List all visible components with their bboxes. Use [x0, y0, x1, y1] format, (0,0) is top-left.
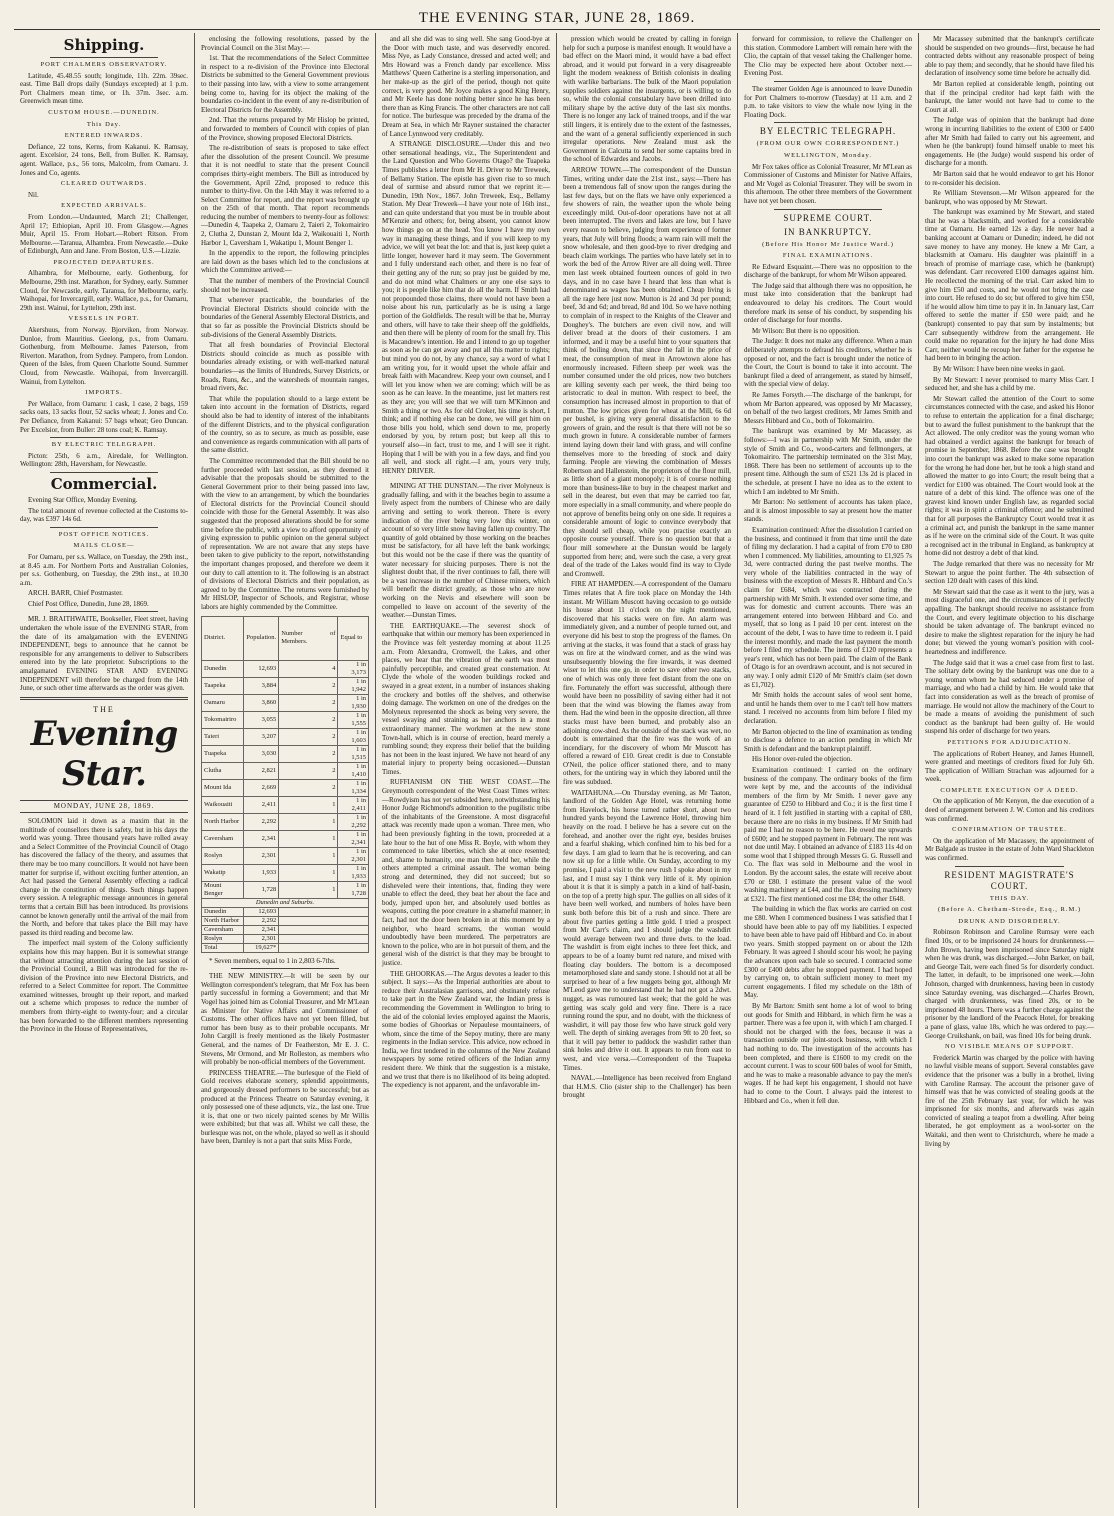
leader-paragraph-1: SOLOMON laid it down as a maxim that in the multitude of counsellors there is safety, but in his days the world was young. Three thousand years have rolled away and a Select Committee of the Provincial Council of Otago has discovered the fallacy of the theory, and assumes that there may be too many councillors. It would not have been matter for surprise if, without exciting further attention, an Act had passed the General Assembly effecting a radical change in the constitution of things. Such things happen every session. A telegraphic message announces in general terms that a certain Bill has been introduced. Its provisions cannot be known generally until the arrival of the mail from the North, and before that takes place the Bill may have passed its third reading and become law.: [20, 817, 188, 937]
table-cell: Roslyn: [202, 934, 244, 943]
vagrant-heading: NO VISIBLE MEANS OF SUPPORT.: [944, 1043, 1075, 1051]
entered-inwards-heading: ENTERED INWARDS.: [64, 132, 144, 140]
article-paragraph: On the application of Mr Macassey, the appointment of Mr Balgade as trustee in the estate of John Ward Shackleton was confirmed.: [925, 836, 1094, 863]
table-cell: 1 in 1,933: [338, 864, 369, 881]
observatory-body: Latitude, 45.48.55 south; longitude, 11h. 22m. 39sec. east. Time Ball drops daily (Sundays excepted) at 1 p.m. Port Chalmers mean time, or 1h. 37m. 3sec. a.m. Greenwich mean time.: [20, 71, 188, 106]
table-cell: 4: [279, 660, 338, 677]
article-paragraph: pression which would be created by calling in foreign help for such a purpose is manifest enough. It would have a bad effect on the Maori mind, it would have a bad effect abroad, and it would put forward in a very disagreeable light the modern weakness of British colonists in dealing with warlike barbarians. The bulk of the Maori population supplies soldiers against the insurgents, or is willing to do so, while the colonial constabulary have been drilled into military shape by the active duty of the last six months. There is no longer any lack of trained troops, and if the war still lingers, it is entirely due to the extent of the fastnesses, and the want of a general sufficiently experienced in such irregular operations. New Zealand must ask the Government in Calcutta to send her some captains bred in the school of Edwardes and Jacobs.: [563, 35, 731, 164]
column-5: [738, 33, 919, 1508]
article-paragraph: On the application of Mr Kenyon, the due execution of a deed of arrangement between J. W. Cotton and his creditors was confirmed.: [925, 797, 1094, 823]
districts-table-body: [202, 660, 369, 952]
article-paragraph: Mr Barton objected to the line of examination as tending to disclose a defence to an action pending in which Mr Smith is defendant and the bankrupt plaintiff.: [744, 727, 912, 753]
table-cell: 2,821: [244, 762, 279, 779]
table-cell: North Harbor: [202, 813, 244, 830]
article-paragraph: The Judge said that although there was no opposition, he must take into consideration that the bankrupt had endeavoured to delay his creditors. The Court would therefore mark its sense of his conduct, by suspending his order of discharge for four months.: [744, 281, 912, 325]
electric-heading: BY ELECTRIC TELEGRAPH.: [51, 441, 157, 449]
post-sign-2: Chief Post Office, Dunedin, June 28, 1869.: [28, 599, 149, 608]
divider: [50, 437, 158, 438]
table-header: Equal to: [338, 616, 369, 660]
article-paragraph: That all fresh boundaries of Provincial Electoral Districts should coincide as much as possible with boundaries already existing, or with well-marked natural boundaries—as the limits of Hundreds, Survey Districts, or Roads, Runs, &c., and the watersheds of mountain ranges, broad rivers, &c.: [201, 341, 369, 393]
table-cell: 1 in 1,728: [338, 881, 369, 898]
bankruptcy-heading: IN BANKRUPTCY.: [784, 226, 872, 237]
table-cell: 2: [279, 728, 338, 745]
electric-body: Picton: 25th, 6 a.m., Airedale, for Wellington. Wellington: 28th, Haversham, for Newcastle.: [20, 451, 188, 469]
article-paragraph: The Judge said that it was a cruel case from first to last. The solitary debt owing by the bankrupt was one due to a young woman whom he had seduced under a promise of marriage, and who had a child by him. He would take that fact into consideration as well as the breach of promise of marriage. He would not allow the machinery of the Court to be made a means of avoiding the punishment of such conduct as the bankrupt had been guilty of. He would suspend his order of discharge for two years.: [925, 658, 1094, 736]
article-paragraph: Frederick Martin was charged by the police with having no lawful visible means of support. Several constables gave evidence that the prisoner was a bully in a brothel, living with Caroline Ramsay. The account the prisoner gave of himself was that he was convicted of stealing goods at the fire of the 25th February last year, for which he was imprisoned for six months, and afterwards was again convicted of stealing a teapot from a dwelling. After being liberated, he got employment as a wool-sorter on the Waitaki, and then went to Christchurch, where he made a living by: [925, 1053, 1094, 1148]
article-paragraph: The re-distribution of seats is proposed to take effect after the dissolution of the present Council. We presume that it is not needful to state that the present Council comprises thirty-eight members. The Bill as introduced by the Government, April 22nd, proposed to reduce this number to thirty-five. On the 14th May it was referred to a Select Committee for report, and the report was brought up on the 25th of that month. That report recommends reducing the number of members to twenty-four as follows:—Dunedin 4, Taapeka 2, Oamaru 2, Taieri 2, Tokomairiro 2, Clutha 2, Dunstan 2, Mount Ida 2, Waikouaiti 1, North Harbor 1, Caversham 1, Wakatipu 1, Mount Benger 1.: [201, 144, 369, 247]
imports-heading: IMPORTS.: [85, 389, 123, 397]
table-cell: Caversham: [202, 925, 244, 934]
article-paragraph: The bankrupt was examined by Mr Stewart, and stated that he was a blacksmith, and worked for a considerable time at Oamaru. He earned 12s a day. He never had a banking account at Oamaru or Dunedin; indeed, he did not save money to have any money. He knew a Mr Carr, a blacksmith at Oamaru. His daughter was plaintiff in a breach of promise of marriage case, which he (bankrupt) was defendant. Carr recovered £100 damages against him. He recollected the morning of the trial. Carr asked him to give him £50 and costs, and he would not bring the case into court. He refused to do so; but offered to give him £50, if he would allow him time to pay it in. In January last, Carr offered to settle the matter if £50 were paid; and he (bankrupt) consented to pay that sum by instalments; but Carr subsequently withdrew from the arrangement. He could make no reparation for the injury he had done Miss Carr, neither would he recoup her father for the expense he had been to in bringing the action.: [925, 208, 1094, 363]
table-cell: 2,301: [244, 847, 279, 864]
projected-body: Alhambra, for Melbourne, early. Gothenburg, for Melbourne, 29th inst. Marathon, for Sydney, early. Summer Cloud, for Newcastle, early. Taranua, for Melbourne, early. Waihopai, for Invercargill, early. Wallace, p.s., for Oamaru, 29th inst. Wainui, for Lyttelton, 29th inst.: [20, 269, 188, 312]
divider: [774, 81, 882, 82]
article-paragraph: MINING AT THE DUNSTAN.—The river Molyneux is gradually falling, and with it the beaches begin to assume a lively aspect from the numbers of Chinese who are daily arriving and setting to work thereon. There is every indication of the river being very low this winter, on account of so very little snow having fallen up country. The quantity of gold obtained by those working on the beaches must be satisfactory, for all have left the bank workings; but this would not be the case if there was the quantity of water necessary for sluicing purposes. There is not the slightest doubt that, if the river continues to fall, there will be a vast increase in the number of Chinese miners, which will benefit the district greatly, as those who are now working on the Nevis and elsewhere will soon be compelled to leave on account of the severity of the weather.—Dunstan Times.: [382, 482, 550, 620]
article-paragraph: Mr Wilson: But there is no opposition.: [752, 326, 860, 335]
table-cell: 1,728: [244, 881, 279, 898]
article-paragraph: Re Edward Esquaint.—There was no opposition to the discharge of the bankrupt, for whom Mr Wilson appeared.: [744, 262, 912, 280]
article-paragraph: By Mr Stewart: I never promised to marry Miss Carr. I seduced her, and she has a child by me.: [925, 375, 1094, 393]
table-row: [202, 847, 369, 864]
projected-departures-heading: PROJECTED DEPARTURES.: [53, 258, 155, 266]
table-cell: 1,933: [244, 864, 279, 881]
article-paragraph: The applications of Robert Heaney, and James Hunnell, were granted and meetings of creditors fixed for July 6th. The application of William Strachan was adjourned for a week.: [925, 749, 1094, 784]
table-cell: 12,693: [244, 907, 279, 916]
table-cell: 3,884: [244, 677, 279, 694]
this-day: This Day.: [86, 120, 122, 128]
table-cell: 1 in 2,411: [338, 796, 369, 813]
table-header: District.: [202, 616, 244, 660]
total-value: 19,627*: [244, 943, 279, 952]
table-cell: Dunedin: [202, 660, 244, 677]
table-cell: 2,292: [244, 916, 279, 925]
table-cell: 2,669: [244, 779, 279, 796]
column-6: [919, 33, 1100, 1508]
expected-arrivals-heading: EXPECTED ARRIVALS.: [61, 202, 147, 210]
leader-paragraph-2: The imperfect mail system of the Colony sufficiently explains how this may happen. But it is somewhat strange that without attracting attention during the last session of the Provincial Council, a Bill was introduced for the re-division of the Province into new Electoral Districts, and referred to a Select Committee for report. The Committee examined witnesses, brought up their report, and marked out a scheme which proposes to reduce the number of members from thirty-eight to twenty-four; and a circular has been forwarded to the different members representing the Province in the House of Representatives,: [20, 939, 188, 1034]
mails-close: MAILS CLOSE—: [73, 542, 135, 550]
shipping-heading: Shipping.: [63, 36, 145, 54]
double-divider: [20, 697, 188, 700]
table-cell: 3,207: [244, 728, 279, 745]
article-paragraph: The steamer Golden Age is announced to leave Dunedin for Port Chalmers to-morrow (Tuesday) at 11 a.m. and 2 p.m. to take visitors to view the whale now lying in the Floating Dock.: [744, 84, 912, 119]
column-2: [195, 33, 376, 1508]
table-cell: 2,292: [244, 813, 279, 830]
commercial-office: Evening Star Office, Monday Evening.: [28, 495, 138, 504]
table-cell: 2: [279, 762, 338, 779]
cleared-body: Nil.: [28, 190, 39, 199]
table-cell: 1 in 1,603: [338, 728, 369, 745]
divider: [231, 968, 339, 969]
article-paragraph: Mr Smith holds the account sales of wool sent home, and until he hands them over to me I can't tell how matters stand. I received no accounts from him before I filed my declaration.: [744, 691, 912, 725]
divider: [50, 527, 158, 528]
table-cell: 1: [279, 847, 338, 864]
table-cell: Oamaru: [202, 694, 244, 711]
customs-heading: CUSTOM HOUSE.—DUNEDIN.: [48, 108, 160, 116]
table-cell: [279, 934, 369, 943]
article-paragraph: Mr Macassey submitted that the bankrupt's certificate should be suspended on two grounds—first, because he had contracted debts without any reasonable prospect of being able to pay them; and secondly, that he should have filed his declaration of insolvency some time before he actually did.: [925, 35, 1094, 78]
vessels-heading: VESSELS IN PORT.: [68, 315, 140, 323]
table-cell: 1 in 2,341: [338, 830, 369, 847]
table-cell: [279, 907, 369, 916]
cleared-outwards-heading: CLEARED OUTWARDS.: [60, 180, 148, 188]
table-cell: [279, 925, 369, 934]
column-4: [557, 33, 738, 1508]
table-cell: Roslyn: [202, 847, 244, 864]
table-row: [202, 796, 369, 813]
table-cell: 2,411: [244, 796, 279, 813]
table-row: [202, 762, 369, 779]
article-paragraph: Mr Barton: No settlement of accounts has taken place, and it is almost impossible to say at present how the matter stands.: [744, 498, 912, 524]
post-body: For Oamaru, per s.s. Wallace, on Tuesday, the 29th inst., at 8.45 a.m. For Northern Ports and Australian Colonies, per s.s. Gothenburg, on Tuesday, the 29th inst., at 10.30 a.m.: [20, 552, 188, 587]
table-row: [202, 925, 369, 934]
table-cell: 1: [279, 813, 338, 830]
table-row: [202, 660, 369, 677]
article-paragraph: The bankrupt was examined by Mr Macassey, as follows:—I was in partnership with Mr Smith, under the style of Smith and Co., wood-carters and fellmongers, at Tokomairiro. The partnership terminated on the 31st May, 1868. There has been no settlement of accounts up to the present time. Although the sum of £521 13s 2d is placed in the schedule, at present I have no idea as to the extent to which I am indebted to Mr Smith.: [744, 427, 912, 496]
table-cell: 1 in 1,410: [338, 762, 369, 779]
article-paragraph: 1st. That the recommendations of the Select Committee in respect to a re-division of the Province into Electoral Districts be submitted to the General Government previous to their passing into law, with a view to some arrangement being come to, having for its object the making of the boundaries co-incident in the event of any re-distribution of Electoral Districts for the Assembly.: [201, 54, 369, 114]
wellington-dateline: WELLINGTON, Monday.: [784, 151, 872, 159]
article-paragraph: Mr Stewart said that the case as it went to the jury, was a most disgraceful one, and the circumstances of it perfectly appalling. The bankrupt should receive no assistance from the Court, and every legitimate objection to his discharge should be taken advantage of. The bankrupt evinced no desire to make the slightest reparation for the injury he had done; but viewed the young woman's position with cool-heartedness and indifference.: [925, 587, 1094, 656]
districts-table: [201, 616, 369, 953]
table-cell: Waikouaiti: [202, 796, 244, 813]
table-cell: 2: [279, 711, 338, 728]
table-cell: 2: [279, 677, 338, 694]
table-cell: 1 in 1,334: [338, 779, 369, 796]
suburbs-label: Dunedin and Suburbs.: [202, 898, 369, 907]
table-cell: 3,055: [244, 711, 279, 728]
table-cell: [279, 943, 369, 952]
article-paragraph: The building in which the flax works are carried on cost me £80. When I commenced business I was satisfied that I should have been able to pay off my liabilities. I expected to have been able to have paid off Hibbard and Co. in about two years. Smith stopped payment on or about the 12th February. It was agreed I should scour his wool; he paying the advances upon each bale so secured. I contracted some £300 or £400 debts after he stopped payment. I had hoped by carrying on, to obtain sufficient money to meet my current engagements. I filed my schedule on the 18th of May.: [744, 905, 912, 1000]
table-row: [202, 881, 369, 898]
article-paragraph: ARROW TOWN.—The correspondent of the Dunstan Times, writing under date the 21st inst., says:—There has been a tremendous fall of snow upon the ranges during the last few days, but on the flats we have only experienced a few showers of rain, the weather upon the whole being exceedingly mild. Out-of-door operations have not at all been interrupted. The rivers and lakes are low, but I have every reason to believe, judging from experience of former years, that July will bring floods; a warm rain will melt the snow wholesale, and then good-bye to river dredging and beach claim workings. The parties who have lately set in to work the bed of the Arrow River are all doing well. Three men last week obtained fourteen ounces of gold in two days, and in no case have I heard that less than what is denominated as wages has been obtained. Cheap living is all the rage here just now. Mutton is 2d and 3d per pound; beef, 3d and 6d; and bread, 8d and 10d. So we have nothing to complain of in respect to the Knights of the Cleaver and Doughey's. The butchers are even civil now, and will deliver bread at the doors of their customers. I am informed, and it may be a useful hint to your squatters that think of boiling down, that since the fall in the price of meat, the consumption of meat in Arrowtown alone has enormously increased. Fifteen sheep per week was the number consumed under the old prices, now two butchers are killing seventy each per week, the third being too aristocratic to deal in mutton. With respect to beef, the consumption has increased almost in proportion to that of mutton. The low prices given for wheat at the Mill, 6s 6d per bushel, is giving very general dissatisfaction to the growers of grain, and the result is that there will not be so much grown in future. A considerable number of farmers intend laying down their land with grass, and will confine themselves more to the breeding of stock and dairy farming. People are viewing the combination of Messrs Robertson and Hallenstein, the proprietors of the flour mill, as little short of a giant monopoly; it is of course nothing more than business-like to buy in the cheapest market and sell in the dearest, but even that may be carried too far, more especially in a small community, and where people do not approve of benefits being only on one side. It requires a considerable amount of logic to convince everybody that they should sell cheap, while you practise exactly an opposite course yourself. There is no question but that a flour mill somewhere at the Dunstan would be largely supported from here; and, were such the case, a very great deal of the trade of the Lakes would find its way to Clyde and Cromwell.: [563, 165, 731, 578]
article-paragraph: Re James Forsyth.—The discharge of the bankrupt, for whom Mr Barton appeared, was opposed by Mr Macassey, on behalf of the two largest creditors, Mr James Smith and Messrs Hibbard and Co., both of Tokomairiro.: [744, 391, 912, 425]
divider: [412, 478, 520, 479]
expected-body: From London.—Undaunted, March 21; Challenger, April 17; Ethiopian, April 10. From Glasgow.—Agnes Muir, April 15. From Hobart.—Robert Ritson. From Melbourne.—Taranua, Alhambra. From Newcastle.—Duke of Edinburgh, Ann and Jane. From Boston, U.S.—Lizzie.: [20, 212, 188, 256]
table-cell: 2,341: [244, 925, 279, 934]
table-header-row: [202, 616, 369, 660]
table-cell: Mount Benger: [202, 881, 244, 898]
telegraph-body: Mr Fox takes office as Colonial Treasurer, Mr M'Lean as Commissioner of Customs and Minister for Native Affairs, and Mr Vogel as Colonial Treasurer. They will be sworn in this afternoon. The other three members of the Government have not yet been chosen.: [744, 162, 912, 205]
table-cell: 1 in 1,942: [338, 677, 369, 694]
article-paragraph: That the number of members of the Provincial Council should not be increased.: [201, 277, 369, 294]
newspaper-columns: [14, 33, 1100, 1508]
divider: [50, 472, 158, 473]
article-paragraph: THE GHOORKAS.—The Argus devotes a leader to this subject. It says:—As the Imperial authorities are about to reduce their Australasian garrisons, and obstinately refuse to take part in the New Zealand war, the Indian press is recommending the Government in Wellington to bring to the aid of the colonial levies employed against the Maoris, some bodies of Ghoorkas or Nepaulese mountaineers, of whom, since the time of the Sepoy mutiny, there are many regiments in the Indian service. This advice, now echoed in India, we first tendered in the columns of the New Zealand newspapers by some retired officers of the Indian army resident there. We think that the suggestion is a mistake, and we trust that there is no likelihood of its being adopted. The expediency is not apparent, and the unfavorable im-: [382, 969, 550, 1090]
table-cell: North Harbor: [202, 916, 244, 925]
table-cell: [279, 916, 369, 925]
table-cell: 1: [279, 881, 338, 898]
article-paragraph: Mr Stewart called the attention of the Court to some circumstances connected with the case, and asked his Honor to refuse to entertain the application for a final discharge; but to award the fullest punishment to the bankrupt that the Act allowed. The only creditor was the young woman who had obtained a verdict against the bankrupt for breach of promise in September, 1868. Before the case was brought into court the bankrupt was asked to make some reparation for the wrong he had done her, but he took a high stand and allowed the matter to go into Court; the result being that a verdict for £100 was obtained. The Court would look at the nature of a debt of this kind. The offence was one of the gravest kind known under English law, as regarded social rights; it was in spirit a criminal offence; and he submitted that for all purposes the Bankruptcy Court would treat it as a criminal act, and punish the bankrupt in the same manner as if he were on the criminal side of the Court. It was quite a recognised act in the tribunal in England, as bankruptcy at home did not destroy a debt of that kind.: [925, 394, 1094, 558]
title-the: THE: [93, 704, 115, 714]
table-row: [202, 694, 369, 711]
article-paragraph: The Judge was of opinion that the bankrupt had done wrong in incurring liabilities to the extent of £300 or £400 after Mr Smith had failed to carry out his agreement, and when he (the bankrupt) found himself unable to meet his engagements. He (the Judge) would suspend his order of discharge for a month.: [925, 116, 1094, 168]
divider: [50, 57, 158, 58]
table-cell: Caversham: [202, 830, 244, 847]
trustee-heading: CONFIRMATION OF TRUSTEE.: [952, 826, 1067, 834]
telegraph-heading: BY ELECTRIC TELEGRAPH.: [759, 126, 897, 137]
table-cell: Wakatip: [202, 864, 244, 881]
masthead: [14, 8, 1100, 30]
total-label: Total: [202, 943, 244, 952]
entered-body: Defiance, 22 tons, Kerns, from Kakanui. K. Ramsay, agent. Excelsior, 24 tons, Bell, from Buller. K. Ramsay, agent. Wallace, p.s., 56 tons, Malcolm, from Oamaru. J. Jones and Co, agents.: [20, 142, 188, 177]
table-cell: 2: [279, 745, 338, 762]
table-row: [202, 813, 369, 830]
article-paragraph: Robinson Robinson and Caroline Rumsay were each fined 10s, or to be imprisoned 24 hours for drunkenness.—John Brown, having been imprisoned since Saturday night when he was drunk, was discharged.—John Barker, on bail, and George Tait, were each fined 5s for disorderly conduct. The latter, in default, to be imprisoned one week.—John Johnson, charged with drunkenness, having been in custody since Saturday evening, was discharged.—Charles Brown, charged with drunkenness, was fined 20s, or to be imprisoned 48 hours. There was a further charge against the prisoner by the landlord of the Peacock Hotel, for breaking a pane of glass, value 18s, which he was ordered to pay.—George Cruikshank, on bail, was fined 10s for being drunk.: [925, 928, 1094, 1040]
paper-title-block: [20, 706, 188, 795]
table-row: [202, 677, 369, 694]
post-office-heading: POST OFFICE NOTICES.: [58, 530, 150, 538]
article-paragraph: His Honor over-ruled the objection.: [752, 755, 852, 764]
article-paragraph: NAVAL.—Intelligence has been received from England that H.M.S. Clio (sister ship to the Challenger) has been brought: [563, 1074, 731, 1100]
table-subheading-row: [202, 898, 369, 907]
article-paragraph: The Judge remarked that there was no necessity for Mr Stewart to argue the point further. The 4th subsection of section 120 dealt with cases of this kind.: [925, 560, 1094, 586]
table-row: [202, 728, 369, 745]
deed-heading: COMPLETE EXECUTION OF A DEED.: [940, 786, 1079, 794]
article-paragraph: Examination continued: After the dissolution I carried on the business, and continued it from that time until the date of filing my declaration. I had a capital of from £70 to £80 when I commenced. My liabilities, amounting to £1,925 7s 3d, were contracted during the past twelve months. The very whole of the liabilities contracted in the way of business with the exception of Messrs R. Hibbard and Co.'s claim for £684, which was contracted during the partnership with Mr Smith. It extended over some time, and was for domestic and current accounts. There was an arrangement entered into between Hibbard and Co. and myself, that so long as I paid 10 per cent. interest on the account of the debt, I was to have time to redeem it. I paid the interest monthly, and made the last payment the month before I filed my schedule. The items of £120 represents a year's rent, which has not been paid. The claim of the Bank of Otago is for an overdrawn account, and is not secured in any way. I only admit £120 of Mr Smith's claim (set down as £1,702).: [744, 525, 912, 689]
post-sign: ARCH. BARR, Chief Postmaster.: [28, 589, 123, 598]
column-3: [376, 33, 557, 1508]
table-cell: 3,030: [244, 745, 279, 762]
drunk-heading: DRUNK AND DISORDERLY.: [958, 917, 1061, 925]
table-cell: Dunedin: [202, 907, 244, 916]
table-cell: 1 in 3,173: [338, 660, 369, 677]
table-row: [202, 745, 369, 762]
table-cell: Tuapeka: [202, 745, 244, 762]
article-paragraph: That wherever practicable, the boundaries of the Provincial Electoral Districts should coincide with the boundaries of the General Assembly Electoral Districts, and that so far as possible the Provincial Districts should be sub-divisions of the General Assembly Districts.: [201, 296, 369, 339]
column-1: [14, 33, 195, 1508]
table-cell: Tokomairiro: [202, 711, 244, 728]
imports-body: Per Wallace, from Oamaru: 1 cask, 1 case, 2 bags, 159 sacks oats, 13 sacks flour, 52 sacks wheat; J. Jones and Co. Per Defiance, from Kakanui: 57 bags wheat; Geo Duncan. Per Excelsior, from Buller: 28 tons coal; K. Ramsay.: [20, 399, 188, 434]
divider: [774, 122, 882, 123]
article-paragraph: Mr Barton said that he would endeavor to get his Honor to re-consider his decision.: [925, 169, 1094, 187]
article-paragraph: forward for commission, to relieve the Challenger on this station. Commodore Lambert will remain here with the Clio, the captain of that vessel taking the Challenger home. The Clio may be expected here about October next.—Evening Post.: [744, 35, 912, 78]
article-paragraph: THE EARTHQUAKE.—The severest shock of earthquake that within our memory has been experienced in the Province was felt yesterday morning at about 11.25 a.m. From Alexandra, Cromwell, the Lakes, and other places, we hear that the vibration of the earth was most painfully perceptible, and created great consternation. At Clyde the whole of the wooden buildings rocked and swayed in a great extent, in a number of instances shaking the crockery and bottles off the shelves, and otherwise doing damage. The workmen on one of the dredges on the Molyneux represented the shock as being very severe, the vessel swaying and straining as her anchors in a most extraordinary manner. The workmen at the new stone Town-hall, which is in course of erection, heard merely a rumbling sound; they express their belief that the building has not been in the least injured. We have not heard of any material injury to property being occasioned.—Dunstan Times.: [382, 621, 550, 776]
article-paragraph: enclosing the following resolutions, passed by the Provincial Council on the 31st May:—: [201, 35, 369, 52]
table-cell: 2,341: [244, 830, 279, 847]
vessels-body: Akershuus, from Norway. Bjorviken, from Norway. Dunloe, from Mauritius. Geelong, p.s., from Oamaru. Gothenburg, from Melbourne. James Paterson, from Riverton. Marathon, from Sydney. Pampero, from London. Queen of the Isles, from Queen Charlotte Sound. Summer Cloud, from Newcastle. Waihopai, from Invercargill. Wainui, from Lyttelton.: [20, 326, 188, 386]
paper-name: Evening Star.: [30, 714, 178, 795]
table-cell: Mount Ida: [202, 779, 244, 796]
table-cell: Clutha: [202, 762, 244, 779]
commercial-heading: Commercial.: [50, 474, 158, 493]
divider: [50, 611, 158, 612]
article-paragraph: and all she did was to sing well. She sang Good-bye at the Door with much taste, and was deservedly encored. Miss Nye, as Lady Constance, dressed and acted well; and Mrs Howard was a French dandy par excellence. Miss Matthews' Queen Catherine is a sterling impersonation, and her make-up as the girl of the period, though not quite correct, is very good. Mr Joyce makes a good King Henry, and Mr Keele has done nothing better since he has been there than as King Francis. The other characters are not call for notice. The burlesque was preceded by the drama of the Dream at Sea, in which Mr Rayner sustained the character of Lance Lynnwood very creditably.: [382, 35, 550, 138]
supreme-court-heading: SUPREME COURT.: [783, 212, 873, 223]
table-total-row: [202, 943, 369, 952]
table-row: [202, 934, 369, 943]
table-cell: 1 in 1,930: [338, 694, 369, 711]
table-cell: Taieri: [202, 728, 244, 745]
table-header: Number of Members.: [279, 616, 338, 660]
before-magistrate: (Before A. Chetham-Strode, Esq., R.M.): [937, 906, 1082, 914]
table-cell: 1 in 2,301: [338, 847, 369, 864]
article-paragraph: That while the population should to a large extent be taken into account in the formation of Districts, regard should also be had to identity of interest of the inhabitants of the different Districts, and to the physical configuration of the country, so as to secure, as much as possible, ease and convenience as regards communication with all parts of the same district.: [201, 394, 369, 455]
divider: [955, 866, 1064, 867]
dateline: MONDAY, JUNE 28, 1869.: [20, 800, 188, 813]
table-cell: Taapeka: [202, 677, 244, 694]
table-cell: 1 in 1,555: [338, 711, 369, 728]
article-paragraph: The Committee recommended that the Bill should be no further proceeded with last session, as they deemed it advisable that the proposals should be submitted to the General Government prior to their being passed into law, with the view to an arrangement, by which the boundaries of Electoral districts for the Provincial Council should coincide with those for the General Assembly. It was also suggested that the proposed alterations should be for some time before the public, with a view to afford opportunity of giving expression to public opinion on the general subject of representation. We are not aware that any steps have been taken to give publicity to the report, notwithstanding the important changes proposed, and therefore we deem it our duty to call attention to it. The following is an abstract of divisions of Electoral Districts and their population, as agreed to by the Committee. The returns were furnished by Mr HISLOP, Inspector of Schools, and Registrar, whose labors are highly commended by the Committee.: [201, 456, 369, 611]
own-correspondent: (FROM OUR OWN CORRESPONDENT.): [756, 140, 900, 148]
table-footnote: * Seven members, equal to 1 in 2,803 6-7ths.: [209, 956, 336, 965]
resident-court-heading: RESIDENT MAGISTRATE'S COURT.: [944, 869, 1075, 891]
final-exam-heading: FINAL EXAMINATIONS.: [782, 252, 874, 260]
article-paragraph: Mr Barton replied at considerable length, pointing out that if the principal creditor had kept faith with the bankrupt, the latter would not have had to come to the Court at all.: [925, 79, 1094, 114]
article-paragraph: RUFFIANISM ON THE WEST COAST.—The Greymouth correspondent of the West Coast Times writes:—Rowdyism has not yet subsided here, notwithstanding his Honor Judge Richmond's admonition to the pugilistic tribe of the inhabitants of the Greenstone. A most disgraceful attack was recently made upon a woman. Three men, who had been previously fighting in the town, proceeded at a late hour to the hut of one Miss R. Boyle, with whom they commenced to take liberties, which she at once resented; and, shame to humanity, one man then held her, while the others attempted a criminal assault. The woman being strong and determined, they did not succeed; but so disheveled were their intentions, that, finding they were unable to effect the deed, they beat her about the face and body, jumped upon her, and absolutely used bottles as weapons, cutting the poor creature in a shameful manner; in fact, had not the door been broken in at this moment by a neighbor, who heard screams, the woman would undoubtedly have been murdered. The perpetrators are known to the police, who are in hot pursuit of them, and the general wish of the district is that they may be brought to justice.: [382, 778, 550, 967]
this-day: THIS DAY.: [989, 894, 1030, 902]
table-cell: 1 in 2,292: [338, 813, 369, 830]
article-paragraph: By Mr Wilson: I have been nine weeks in gaol.: [933, 364, 1065, 373]
article-paragraph: PRINCESS THEATRE.—The burlesque of the Field of Gold receives elaborate scenery, splendid appointments, and gorgeously dressed performers to be successful; but as produced at the Princess Theatre on Saturday evening, it only possessed one of these adjuncts, viz., the last one. True it is, that one or two nicely painted scenes by Mr Willis were exhibited; but that was all. Whilst we call these, the burlesque was not, on the whole, played so well as it should have been, Darnley is not a part that suits Miss Forde,: [201, 1068, 369, 1146]
observatory-heading: PORT CHALMERS OBSERVATORY.: [40, 61, 168, 68]
article-paragraph: By Mr Barton: Smith sent home a lot of wool to bring out goods for Smith and Hibbard, in which firm he was a partner. There was a fee upon it, with which I am charged. I should not be charged with the fees, because it was a transaction outside our joint-stock business, with which I had nothing to do. The investigation of the accounts has been completed, and there is £1600 to my credit on the account current. I was to scour 600 bales of wool for Smith, and he was to make a reasonable advance to pay the men's wages. If he had kept his engagement, I should not have had to come to the Court. I always paid the interest to Hibbard and Co., when it fell due.: [744, 1001, 912, 1105]
commercial-body: The total amount of revenue collected at the Customs to-day, was £397 14s 6d.: [20, 506, 188, 524]
braithwaite-notice: MR. J. BRAITHWAITE, Bookseller, Fleet street, having undertaken the whole issue of the EVENING STAR, from the date of its amalgamation with the EVENING INDEPENDENT, begs to announce that he cannot be responsible for any arrangements to deliver to Subscribers entered into by the late proprietor. Subscriptions to the amalgamated EVENING STAR AND EVENING INDEPENDENT will therefore be charged from the 14th June, or such other time afterwards as the order was given.: [20, 615, 188, 693]
table-row: [202, 916, 369, 925]
table-row: [202, 864, 369, 881]
table-header: Population.: [244, 616, 279, 660]
table-row: [202, 711, 369, 728]
masthead-title: THE EVENING STAR, JUNE 28, 1869.: [418, 10, 696, 26]
table-cell: 2: [279, 694, 338, 711]
article-paragraph: FIRE AT HAMPDEN.—A correspondent of the Oamaru Times relates that A fire took place on Monday the 14th instant. Mr William Muscott having occasion to go outside his house about 11 o'clock on the night mentioned, discovered that his stacks were on fire. An alarm was immediately given, and a number of people turned out, and everyone did his best to stop the progress of the flames. On arriving at the stacks, it was found that a stack of grass hay was on fire at the windward corner, and as the wind was unsubsequently blowing the fire inwards, it was deemed wiser to let this one go, in order to save other two stacks, one of which was only three feet distant from the one on fire. Fortunately the effort was successful, although there would have been no possibility of saving either had it not been that the wind was blowing the flames away from them. Had the wind been in the opposite direction, all three stacks must have been burned, and probably also an adjoining cow-shed. As the outside of the stack was wet, no doubt is entertained that the fire was the work of an incendiary, for the discovery of whom Mr Muscott has offered a reward of £10. Great credit is due to Constable O'Neil, the police officer stationed there, and to many others, for the untiring way in which they labored until the fire was subdued.: [563, 580, 731, 787]
petitions-heading: PETITIONS FOR ADJUDICATION.: [947, 738, 1072, 746]
table-cell: 2: [279, 779, 338, 796]
article-paragraph: THE NEW MINISTRY.—It will be seen by our Wellington correspondent's telegram, that Mr Fox has been partly successful in forming a Government; and that Mr Vogel has joined him as Colonial Treasurer, and Mr M'Lean as Minister for Native Affairs and Commissioner of Customs. The other offices have not yet been filled, but rumor has been busy as to their probable occupants. Mr John Cargill is freely mentioned as the likely Postmaster General, and the names of Dr Featherston, Mr E. J. C. Stevens, Mr Ormond, and Mr Rolleston, as members who will probably be non-official members of the Government.: [201, 972, 369, 1067]
table-cell: 1: [279, 796, 338, 813]
article-paragraph: 2nd. That the returns prepared by Mr Hislop be printed, and forwarded to members of Council with copies of plan of the Province, showing proposed Electoral Districts.: [201, 116, 369, 142]
table-cell: 1: [279, 864, 338, 881]
table-cell: 3,860: [244, 694, 279, 711]
divider: [774, 209, 882, 210]
table-row: [202, 779, 369, 796]
article-paragraph: In the appendix to the report, the following principles are laid down as the bases which led to the conclusions at which the Committee arrived:—: [201, 249, 369, 275]
table-cell: 1: [279, 830, 338, 847]
table-cell: 2,301: [244, 934, 279, 943]
table-row: [202, 907, 369, 916]
table-cell: 1 in 1,515: [338, 745, 369, 762]
table-cell: 12,693: [244, 660, 279, 677]
before-judge: (Before His Honor Mr Justice Ward.): [762, 240, 894, 248]
article-paragraph: A STRANGE DISCLOSURE.—Under this and two other sensational headings, viz., The Superintendent and the Land Question and Who Governs Otago? the Tuapeka Times publishes a letter from Mr H. Driver to Mr Treweek, of Bellamy Station. The epistle has given rise to so much deal of surmise and absurd rumor that we reprint it:—Dunedin, 19th Nov., 1867. John Treweek, Esq., Bellamy Station. My Dear Treweek—I have your note of 16th inst., and can quite understand that you must be in trouble about M'Kenzie and others; for, being absent, you cannot know how things go on at the head. You know I have my own way in managing these things, and if you will keep to my advice, we will yet beat the lot: and that is, just keep quiet a little longer, however hard it may seem. The Government and I fully understand each other, and there is no fear of their getting any of the run; so pray just be guided by me, and do not mind what Chalmers or any one else says to you; it is people like him that do all the harm. If Smith had not propounded those claims, there would not have been a noise about his run, particularly as he is using a large portion of the Goldfields. The result will be that he, Murray and others, will have to take their sheep off the goldfields, and then there will be plenty of room for the small fry. This is Macandrew's intention. He and I intend to go up together as soon as he can get away and put all this matter to rights; but mind you do not, by any chance, say a word of what I am writing you, for it would upset the whole affair and break faith with Macandrew. Keep your own counsel, and I will let you know when we are coming; which will be as soon as he can leave. In the meantime, just let matters rest as they are; you will see that we will turn M'Kinnon and Smith a thing or two. As for old Croker, his time is short, I think; and if nothing else can be done, we will get him on those bills you hold, which send down to me, properly endorsed by you, by return post; but keep all this to yourself also—in fact, trust to me, and I will see it right. Hoping that I will be with you in a few days, and find you all well, and stock all right.—I am, yours very truly, HENRY DRIVER.: [382, 140, 550, 475]
article-paragraph: WAITAHUNA.—On Thursday evening, as Mr Taaton, landlord of the Golden Age Hotel, was returning home from Havelock, his horse turned rather short, about two hundred yards beyond the Lawrence Hotel, throwing him heavily on the road. I believe he has a severe cut on the forehead, and another over the right eye, besides bruises and a fearful shaking, which confined him to his bed for a few days. I am glad to learn that he is recovering, and can now sit up for a little while. On Sunday, according to my promise, I paid a visit to the new rush I spoke about in my last, and I must say I think very little of it. My opinion about it is that it is simply a patch in a kind of half-basin, on the top of a pretty high spur. The gullies on all sides of it have been well worked, and numbers of holes have been sunk both before this bit of a rush and since. There are about five parties getting a little gold. I tried a prospect from Mr Carr's claim, and I should judge the washdirt would average between two and three dwts. to the load. The washdirt is from eight inches to three feet thick, and appears to be of a loamy burnt red nature, and mixed with floating clay boulders. The bottom is a decomposed metamorphosed slate and sandy stone. I should not at all be surprised to hear of a few nuggets being got, although Mr M'Leod gave me to understand that he had not got a 2dwt. nugget, as was rumoured last week; that the gold he was getting was scaly gold and very fine. There is a race running round the spur, and no doubt, with the thickness of washdirt, it will pay those few who have struck gold very well. The depth of sinking averages from 9ft to 20 feet, so that it will pay better to paddock the washdirt rather than sink holes and drive it out. It appears to run from east to west, and vice versa.—Correspondent of the Tuapeka Times.: [563, 788, 731, 1072]
table-row: [202, 830, 369, 847]
article-paragraph: Examination continued: I carried on the ordinary business of the company. The ordinary books of the firm were kept by me, and the accounts of the individual members of the firm by Mr Smith. I never gave any guarantee of £250 to Hibbard and Co.; it is the first time I heard of it. I felt justified in starting with a capital of £80, because there are no risks in my business. If Mr Smith had paid me I had no reason to be here. He owed me upwards of £600; and he stopped payment in February. The rent was not due until May. I obtained an advance of £183 11s 4d on some wool that I shipped through Messrs G. G. Russell and Co. The flax was sold in Melbourne and the wool in London. By the account sales, the estate will receive about £70 or £80. I estimate the present value of the wool washing machinery at £44, and the flax dressing machinery at £321. The first mentioned cost me £84; the other £648.: [744, 765, 912, 903]
article-paragraph: Re William Stevenson.—Mr Wilson appeared for the bankrupt, who was opposed by Mr Stewart.: [925, 189, 1094, 206]
article-paragraph: The Judge: It does not make any difference. When a man deliberately attempts to defraud his creditors, whether he is opposed or not, and the fact is brought under the notice of the Court, the Court is bound to take it into account. The bankrupt filed a deed of arrangement, as stated by himself, with the special view of delay.: [744, 337, 912, 389]
